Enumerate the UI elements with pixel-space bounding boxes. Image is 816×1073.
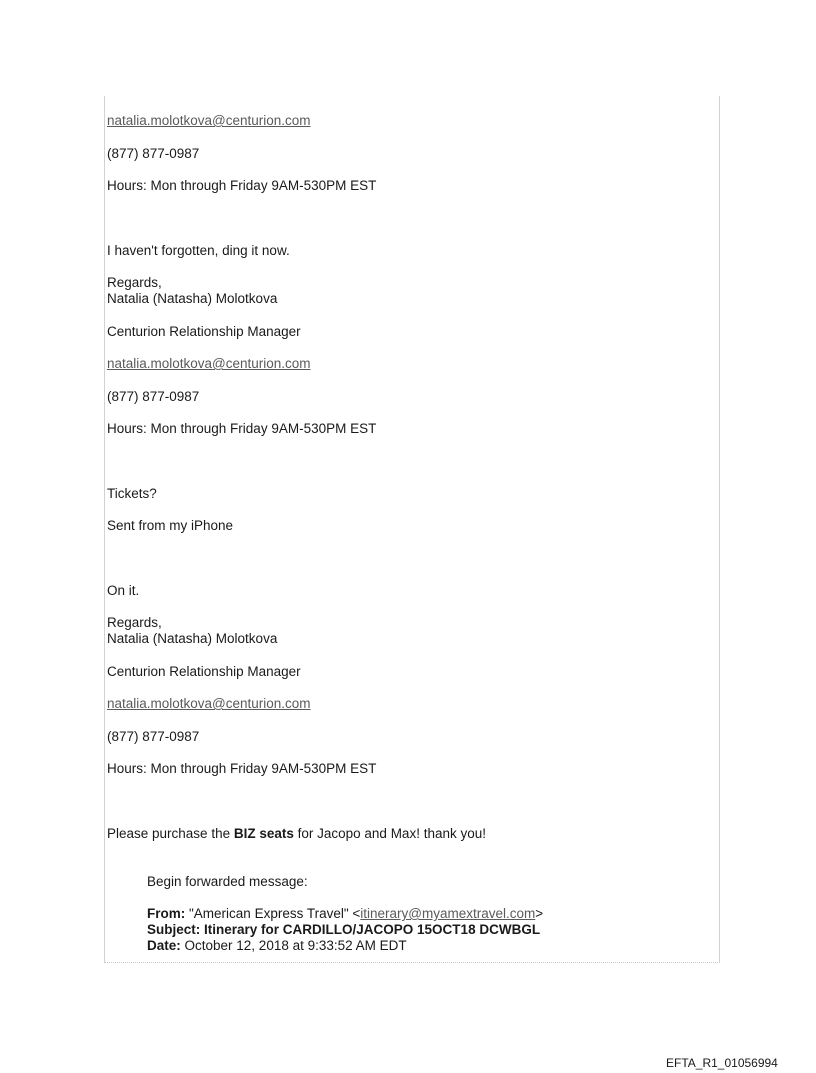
signature-phone: (877) 877-0987 [107,146,200,161]
signature-phone: (877) 877-0987 [107,729,200,744]
signature-hours: Hours: Mon through Friday 9AM-530PM EST [107,178,377,193]
signature-title: Centurion Relationship Manager [107,664,301,679]
signature-name: Natalia (Natasha) Molotkova [107,291,278,306]
from-email-link[interactable]: itinerary@myamextravel.com [360,906,536,921]
signature-email-link[interactable]: natalia.molotkova@centurion.com [107,113,311,128]
forwarded-from: From: "American Express Travel" <itinerary@myamextravel.com> [147,906,544,921]
signature-title: Centurion Relationship Manager [107,324,301,339]
signature-regards: Regards, [107,615,162,630]
mobile-signature: Sent from my iPhone [107,518,234,533]
signature-regards: Regards, [107,275,162,290]
signature-email-link[interactable]: natalia.molotkova@centurion.com [107,696,311,711]
message-text: Tickets? [107,486,157,501]
signature-email-link[interactable]: natalia.molotkova@centurion.com [107,356,311,371]
forwarded-intro: Begin forwarded message: [147,874,308,889]
signature-hours: Hours: Mon through Friday 9AM-530PM EST [107,421,377,436]
message-text: I haven't forgotten, ding it now. [107,243,290,258]
message-text: On it. [107,583,140,598]
message-text: Please purchase the BIZ seats for Jacopo and Max! thank you! [107,826,486,841]
signature-hours: Hours: Mon through Friday 9AM-530PM EST [107,761,377,776]
forwarded-subject: Subject: Itinerary for CARDILLO/JACOPO 15OCT18 DCWBGL [147,922,541,937]
signature-phone: (877) 877-0987 [107,389,200,404]
signature-name: Natalia (Natasha) Molotkova [107,631,278,646]
forwarded-date: Date: October 12, 2018 at 9:33:52 AM EDT [147,938,407,953]
document-id: EFTA_R1_01056994 [666,1056,778,1070]
